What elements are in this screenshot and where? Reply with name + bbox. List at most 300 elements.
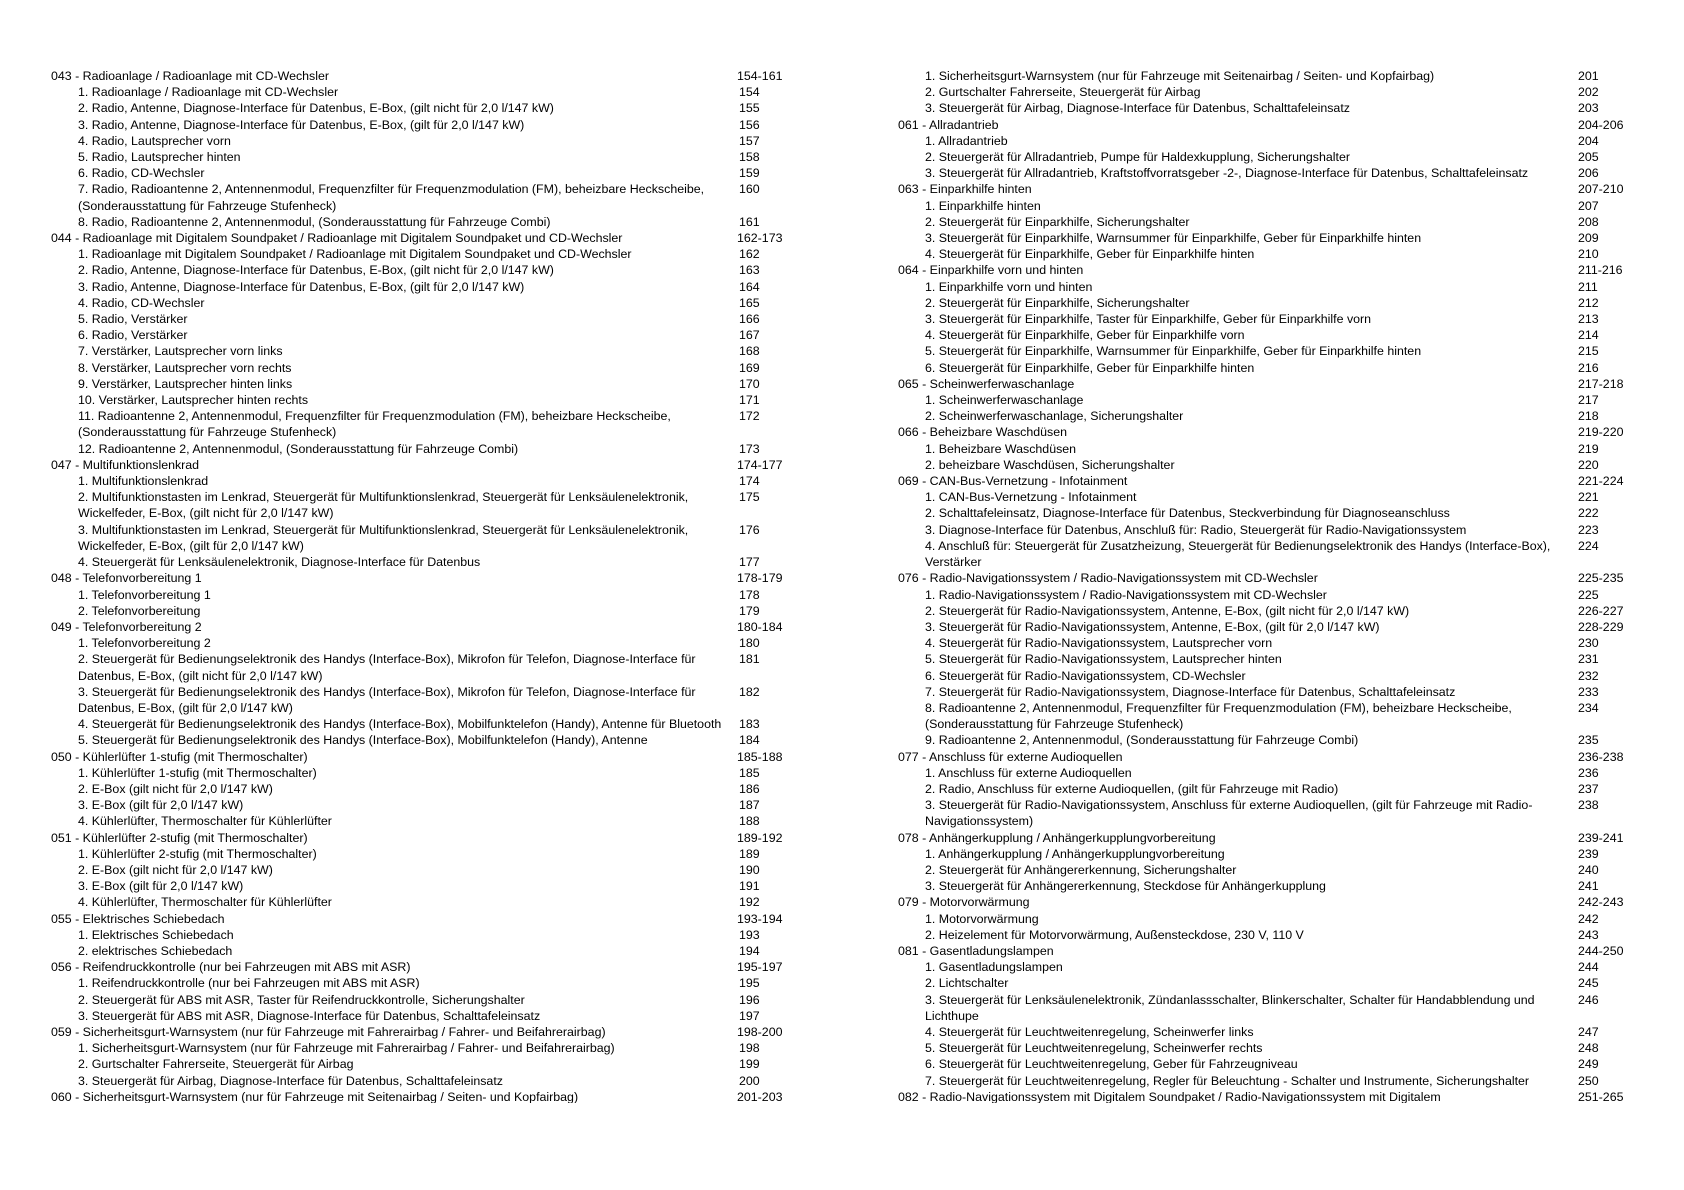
- toc-entry-title: 4. Kühlerlüfter, Thermoschalter für Kühlerlüfter: [78, 895, 332, 910]
- toc-entry-title: 2. Lichtschalter: [925, 976, 1009, 991]
- toc-entry-pages: 200: [739, 1073, 760, 1088]
- toc-subentry: [51, 894, 813, 910]
- toc-entry-title: 1. Einparkhilfe vorn und hinten: [925, 279, 1093, 294]
- toc-entry-title: 9. Verstärker, Lautsprecher hinten links: [78, 376, 293, 391]
- toc-entry-pages: 215: [1578, 344, 1599, 359]
- toc-entry-pages: 204: [1578, 133, 1599, 148]
- toc-entry-title: 082 - Radio-Navigationssystem mit Digitalem Soundpaket / Radio-Navigationssystem mit Digitalem: [898, 1089, 1441, 1103]
- toc-subentry: [898, 878, 1638, 894]
- toc-entry-pages: 221-224: [1578, 474, 1624, 489]
- toc-entry-pages: 181: [739, 652, 760, 667]
- toc-entry-pages: 172: [739, 409, 760, 424]
- toc-entry-pages: 185-188: [737, 749, 783, 764]
- toc-entry-title: 2. beheizbare Waschdüsen, Sicherungshalter: [925, 457, 1175, 472]
- toc-entry-pages: 170: [739, 376, 760, 391]
- toc-entry-title: 2. Gurtschalter Fahrerseite, Steuergerät für Airbag: [925, 85, 1201, 100]
- toc-entry-pages: 222: [1578, 506, 1599, 521]
- toc-entry-title: 5. Steuergerät für Bedienungselektronik des Handys (Interface-Box), Mobilfunktelefon (Handy), Antenne: [78, 733, 648, 748]
- toc-subentry: [898, 651, 1638, 667]
- toc-section-entry: [51, 570, 813, 586]
- toc-entry-title: 2. E-Box (gilt nicht für 2,0 l/147 kW): [78, 862, 273, 877]
- toc-entry-pages: 155: [739, 101, 760, 116]
- toc-entry-title: 1. Anschluss für externe Audioquellen: [925, 765, 1132, 780]
- toc-entry-pages: 198: [739, 1041, 760, 1056]
- toc-entry-title: 3. E-Box (gilt für 2,0 l/147 kW): [78, 798, 244, 813]
- toc-entry-pages: 214: [1578, 328, 1599, 343]
- toc-entry-pages: 218: [1578, 409, 1599, 424]
- toc-subentry: [898, 84, 1638, 100]
- toc-entry-title: 066 - Beheizbare Waschdüsen: [898, 425, 1067, 440]
- toc-subentry: [898, 441, 1638, 457]
- toc-entry-title: 2. Steuergerät für ABS mit ASR, Taster für Reifendruckkontrolle, Sicherungshalter: [78, 992, 525, 1007]
- toc-entry-pages: 234: [1578, 700, 1599, 715]
- toc-subentry: [898, 959, 1638, 975]
- toc-subentry: [51, 1040, 813, 1056]
- toc-entry-pages: 203: [1578, 101, 1599, 116]
- toc-entry-pages: 174-177: [737, 457, 783, 472]
- toc-entry-title: 1. CAN-Bus-Vernetzung - Infotainment: [925, 490, 1137, 505]
- toc-left-column: [51, 68, 813, 1103]
- toc-subentry: [898, 360, 1638, 376]
- toc-subentry: [51, 878, 813, 894]
- toc-subentry: [898, 1040, 1638, 1056]
- toc-subentry: [51, 975, 813, 991]
- toc-entry-pages: 192: [739, 895, 760, 910]
- toc-entry-pages: 176: [739, 522, 760, 537]
- toc-entry-pages: 209: [1578, 231, 1599, 246]
- toc-entry-title: 5. Steuergerät für Radio-Navigationssystem, Lautsprecher hinten: [925, 652, 1282, 667]
- toc-section-entry: [51, 830, 813, 846]
- toc-entry-pages: 232: [1578, 668, 1599, 683]
- toc-entry-pages: 202: [1578, 85, 1599, 100]
- toc-entry-title: 4. Steuergerät für Einparkhilfe, Geber für Einparkhilfe hinten: [925, 247, 1255, 262]
- toc-subentry: [51, 214, 813, 230]
- toc-section-entry: [51, 911, 813, 927]
- toc-entry-title: 3. Steuergerät für Airbag, Diagnose-Interface für Datenbus, Schalttafeleinsatz: [925, 101, 1350, 116]
- toc-subentry: [51, 343, 813, 359]
- toc-entry-title: 1. Radioanlage mit Digitalem Soundpaket / Radioanlage mit Digitalem Soundpaket und CD-Wechsler: [78, 247, 632, 262]
- toc-entry-title: 2. Steuergerät für Allradantrieb, Pumpe für Haldexkupplung, Sicherungshalter: [925, 150, 1350, 165]
- toc-subentry: [898, 198, 1638, 214]
- toc-subentry: [51, 473, 813, 489]
- toc-entry-title: 3. Steuergerät für Allradantrieb, Kraftstoffvorratsgeber -2-, Diagnose-Interface für Datenbus, Schalttafeleinsatz: [925, 166, 1529, 181]
- toc-entry-pages: 157: [739, 133, 760, 148]
- toc-entry-title: 1. Gasentladungslampen: [925, 960, 1063, 975]
- toc-entry-pages: 177: [739, 555, 760, 570]
- toc-subentry: [898, 765, 1638, 781]
- toc-entry-title: 043 - Radioanlage / Radioanlage mit CD-Wechsler: [51, 69, 330, 83]
- toc-subentry: [898, 327, 1638, 343]
- toc-entry-pages: 178-179: [737, 571, 783, 586]
- toc-subentry: [898, 911, 1638, 927]
- toc-entry-title: 5. Radio, Verstärker: [78, 312, 188, 327]
- toc-subentry: [51, 862, 813, 878]
- toc-entry-title: 3. Steuergerät für ABS mit ASR, Diagnose-Interface für Datenbus, Schalttafeleinsatz: [78, 1008, 541, 1023]
- toc-entry-pages: 201: [1578, 69, 1599, 83]
- toc-entry-title: 5. Steuergerät für Leuchtweitenregelung, Scheinwerfer rechts: [925, 1041, 1263, 1056]
- toc-entry-title: 6. Steuergerät für Radio-Navigationssystem, CD-Wechsler: [925, 668, 1246, 683]
- toc-entry-title: 11. Radioantenne 2, Antennenmodul, Frequenzfilter für Frequenzmodulation (FM), beheizbare Heckscheibe, (Sonderausstattung für Fahrzeuge Stufenheck): [78, 409, 671, 440]
- toc-subentry: [51, 732, 813, 748]
- toc-entry-pages: 235: [1578, 733, 1599, 748]
- toc-subentry: [898, 311, 1638, 327]
- toc-entry-title: 7. Radio, Radioantenne 2, Antennenmodul, Frequenzfilter für Frequenzmodulation (FM), beheizbare Heckscheibe, (Sonderausstattung für Fahrzeuge Stufenheck): [78, 182, 705, 213]
- toc-subentry: [898, 1073, 1638, 1089]
- toc-section-entry: [898, 117, 1638, 133]
- toc-subentry: [51, 100, 813, 116]
- toc-subentry: [51, 992, 813, 1008]
- toc-entry-pages: 188: [739, 814, 760, 829]
- toc-subentry: [51, 797, 813, 813]
- toc-entry-title: 6. Steuergerät für Leuchtweitenregelung, Geber für Fahrzeugniveau: [925, 1057, 1298, 1072]
- toc-subentry: [51, 376, 813, 392]
- toc-subentry: [898, 635, 1638, 651]
- toc-subentry: [51, 943, 813, 959]
- toc-entry-pages: 185: [739, 765, 760, 780]
- toc-entry-pages: 199: [739, 1057, 760, 1072]
- toc-section-entry: [51, 230, 813, 246]
- toc-subentry: [898, 538, 1638, 570]
- toc-entry-title: 4. Radio, Lautsprecher vorn: [78, 133, 231, 148]
- toc-subentry: [898, 975, 1638, 991]
- toc-entry-title: 1. Motorvorwärmung: [925, 911, 1039, 926]
- toc-subentry: [51, 392, 813, 408]
- toc-entry-title: 3. Steuergerät für Lenksäulenelektronik, Zündanlassschalter, Blinkerschalter, Schalter für Handabblendung und Lichthupe: [925, 992, 1535, 1023]
- toc-entry-pages: 246: [1578, 992, 1599, 1007]
- toc-entry-pages: 244: [1578, 960, 1599, 975]
- toc-subentry: [51, 651, 813, 683]
- toc-entry-title: 047 - Multifunktionslenkrad: [51, 457, 200, 472]
- toc-entry-pages: 162-173: [737, 231, 783, 246]
- toc-entry-pages: 207: [1578, 198, 1599, 213]
- toc-entry-title: 050 - Kühlerlüfter 1-stufig (mit Thermoschalter): [51, 749, 308, 764]
- toc-entry-pages: 242: [1578, 911, 1599, 926]
- toc-entry-title: 1. Radio-Navigationssystem / Radio-Navigationssystem mit CD-Wechsler: [925, 587, 1327, 602]
- toc-entry-pages: 178: [739, 587, 760, 602]
- toc-entry-pages: 166: [739, 312, 760, 327]
- toc-subentry: [51, 262, 813, 278]
- toc-entry-title: 4. Radio, CD-Wechsler: [78, 295, 205, 310]
- toc-entry-title: 6. Steuergerät für Einparkhilfe, Geber für Einparkhilfe hinten: [925, 360, 1255, 375]
- toc-entry-pages: 212: [1578, 295, 1599, 310]
- toc-entry-title: 3. Multifunktionstasten im Lenkrad, Steuergerät für Multifunktionslenkrad, Steuergerät für Lenksäulenelektronik, Wickelfeder, E-Box, (gilt für 2,0 l/147 kW): [78, 522, 689, 553]
- toc-subentry: [898, 797, 1638, 829]
- toc-entry-title: 1. Radioanlage / Radioanlage mit CD-Wechsler: [78, 85, 339, 100]
- toc-entry-title: 2. Radio, Antenne, Diagnose-Interface für Datenbus, E-Box, (gilt nicht für 2,0 l/147 kW): [78, 101, 554, 116]
- toc-subentry: [898, 732, 1638, 748]
- toc-entry-pages: 239: [1578, 846, 1599, 861]
- toc-subentry: [898, 246, 1638, 262]
- toc-subentry: [51, 1008, 813, 1024]
- toc-entry-title: 8. Radio, Radioantenne 2, Antennenmodul, (Sonderausstattung für Fahrzeuge Combi): [78, 214, 551, 229]
- toc-entry-pages: 193: [739, 927, 760, 942]
- toc-entry-pages: 226-227: [1578, 603, 1624, 618]
- toc-entry-pages: 198-200: [737, 1024, 783, 1039]
- toc-entry-pages: 201-203: [737, 1089, 783, 1103]
- toc-entry-title: 2. Radio, Antenne, Diagnose-Interface für Datenbus, E-Box, (gilt nicht für 2,0 l/147 kW): [78, 263, 554, 278]
- toc-entry-title: 1. Allradantrieb: [925, 133, 1008, 148]
- toc-entry-pages: 208: [1578, 214, 1599, 229]
- toc-entry-pages: 161: [739, 214, 760, 229]
- toc-subentry: [898, 522, 1638, 538]
- toc-section-entry: [51, 1089, 813, 1103]
- toc-entry-title: 3. Steuergerät für Anhängererkennung, Steckdose für Anhängerkupplung: [925, 879, 1326, 894]
- toc-entry-title: 4. Steuergerät für Bedienungselektronik des Handys (Interface-Box), Mobilfunktelefon (Handy), Antenne für Bluetooth: [78, 717, 722, 732]
- toc-entry-pages: 239-241: [1578, 830, 1624, 845]
- toc-entry-pages: 195-197: [737, 960, 783, 975]
- toc-subentry: [51, 603, 813, 619]
- toc-entry-pages: 206: [1578, 166, 1599, 181]
- toc-entry-pages: 182: [739, 684, 760, 699]
- toc-entry-pages: 173: [739, 441, 760, 456]
- toc-subentry: [51, 165, 813, 181]
- toc-subentry: [898, 619, 1638, 635]
- toc-entry-title: 1. Kühlerlüfter 1-stufig (mit Thermoschalter): [78, 765, 317, 780]
- toc-entry-title: 061 - Allradantrieb: [898, 117, 999, 132]
- toc-entry-title: 1. Scheinwerferwaschanlage: [925, 393, 1084, 408]
- toc-entry-title: 3. Steuergerät für Einparkhilfe, Taster für Einparkhilfe, Geber für Einparkhilfe vorn: [925, 312, 1372, 327]
- toc-subentry: [898, 214, 1638, 230]
- toc-entry-pages: 238: [1578, 798, 1599, 813]
- toc-entry-pages: 187: [739, 798, 760, 813]
- toc-entry-title: 2. elektrisches Schiebedach: [78, 943, 233, 958]
- toc-entry-pages: 168: [739, 344, 760, 359]
- toc-entry-title: 1. Sicherheitsgurt-Warnsystem (nur für Fahrzeuge mit Fahrerairbag / Fahrer- und Beifahrerairbag): [78, 1041, 615, 1056]
- toc-entry-pages: 241: [1578, 879, 1599, 894]
- toc-section-entry: [898, 894, 1638, 910]
- toc-entry-pages: 249: [1578, 1057, 1599, 1072]
- toc-entry-pages: 204-206: [1578, 117, 1624, 132]
- toc-subentry: [51, 295, 813, 311]
- toc-entry-title: 3. E-Box (gilt für 2,0 l/147 kW): [78, 879, 244, 894]
- toc-entry-title: 044 - Radioanlage mit Digitalem Soundpaket / Radioanlage mit Digitalem Soundpaket und CD-Wechsler: [51, 231, 623, 246]
- toc-entry-pages: 225: [1578, 587, 1599, 602]
- toc-entry-title: 6. Radio, Verstärker: [78, 328, 188, 343]
- toc-entry-pages: 160: [739, 182, 760, 197]
- toc-subentry: [898, 1056, 1638, 1072]
- toc-entry-pages: 175: [739, 490, 760, 505]
- toc-entry-pages: 247: [1578, 1024, 1599, 1039]
- toc-subentry: [51, 279, 813, 295]
- toc-subentry: [898, 700, 1638, 732]
- toc-subentry: [898, 781, 1638, 797]
- toc-entry-pages: 219: [1578, 441, 1599, 456]
- toc-entry-pages: 165: [739, 295, 760, 310]
- toc-entry-title: 055 - Elektrisches Schiebedach: [51, 911, 225, 926]
- toc-entry-pages: 154: [739, 85, 760, 100]
- toc-entry-title: 8. Verstärker, Lautsprecher vorn rechts: [78, 360, 292, 375]
- toc-entry-title: 3. Steuergerät für Einparkhilfe, Warnsummer für Einparkhilfe, Geber für Einparkhilfe hinten: [925, 231, 1422, 246]
- toc-entry-pages: 251-265: [1578, 1089, 1624, 1103]
- toc-entry-title: 2. Scheinwerferwaschanlage, Sicherungshalter: [925, 409, 1184, 424]
- toc-entry-pages: 154-161: [737, 69, 783, 83]
- toc-entry-title: 3. Steuergerät für Radio-Navigationssystem, Anschluss für externe Audioquellen, (gilt für Fahrzeuge mit Radio-Navigationssystem): [925, 798, 1533, 829]
- toc-entry-title: 077 - Anschluss für externe Audioquellen: [898, 749, 1123, 764]
- toc-subentry: [51, 1073, 813, 1089]
- toc-entry-pages: 250: [1578, 1073, 1599, 1088]
- toc-subentry: [51, 246, 813, 262]
- toc-entry-title: 2. E-Box (gilt nicht für 2,0 l/147 kW): [78, 781, 273, 796]
- toc-section-entry: [898, 181, 1638, 197]
- toc-entry-pages: 221: [1578, 490, 1599, 505]
- toc-section-entry: [898, 1089, 1638, 1103]
- toc-entry-pages: 174: [739, 474, 760, 489]
- toc-section-entry: [898, 262, 1638, 278]
- toc-entry-pages: 164: [739, 279, 760, 294]
- toc-section-entry: [898, 830, 1638, 846]
- toc-entry-pages: 217: [1578, 393, 1599, 408]
- toc-entry-title: 8. Radioantenne 2, Antennenmodul, Frequenzfilter für Frequenzmodulation (FM), beheizbare Heckscheibe, (Sonderausstattung für Fahrzeuge Stufenheck): [925, 700, 1512, 732]
- toc-entry-pages: 217-218: [1578, 376, 1624, 391]
- toc-entry-title: 2. Steuergerät für Radio-Navigationssystem, Antenne, E-Box, (gilt nicht für 2,0 l/147 kW): [925, 603, 1410, 618]
- toc-subentry: [51, 684, 813, 716]
- toc-entry-pages: 159: [739, 166, 760, 181]
- toc-subentry: [51, 927, 813, 943]
- toc-entry-pages: 213: [1578, 312, 1599, 327]
- toc-entry-pages: 197: [739, 1008, 760, 1023]
- toc-entry-title: 081 - Gasentladungslampen: [898, 943, 1054, 958]
- toc-subentry: [898, 392, 1638, 408]
- toc-subentry: [898, 505, 1638, 521]
- toc-subentry: [898, 846, 1638, 862]
- toc-entry-title: 4. Kühlerlüfter, Thermoschalter für Kühlerlüfter: [78, 814, 332, 829]
- toc-entry-title: 2. Multifunktionstasten im Lenkrad, Steuergerät für Multifunktionslenkrad, Steuergerät für Lenksäulenelektronik, Wickelfeder, E-Box, (gilt nicht für 2,0 l/147 kW): [78, 490, 689, 521]
- toc-entry-title: 1. Reifendruckkontrolle (nur bei Fahrzeugen mit ABS mit ASR): [78, 976, 420, 991]
- toc-entry-pages: 230: [1578, 636, 1599, 651]
- toc-subentry: [898, 684, 1638, 700]
- toc-entry-title: 3. Steuergerät für Radio-Navigationssystem, Antenne, E-Box, (gilt für 2,0 l/147 kW): [925, 619, 1380, 634]
- toc-subentry: [898, 295, 1638, 311]
- toc-section-entry: [51, 749, 813, 765]
- toc-entry-title: 9. Radioantenne 2, Antennenmodul, (Sonderausstattung für Fahrzeuge Combi): [925, 733, 1359, 748]
- toc-subentry: [51, 360, 813, 376]
- toc-entry-title: 1. Anhängerkupplung / Anhängerkupplungvorbereitung: [925, 846, 1225, 861]
- toc-entry-pages: 223: [1578, 522, 1599, 537]
- toc-entry-title: 5. Radio, Lautsprecher hinten: [78, 150, 241, 165]
- toc-subentry: [51, 149, 813, 165]
- toc-section-entry: [898, 570, 1638, 586]
- toc-entry-pages: 195: [739, 976, 760, 991]
- toc-subentry: [51, 716, 813, 732]
- toc-subentry: [898, 1024, 1638, 1040]
- toc-entry-title: 5. Steuergerät für Einparkhilfe, Warnsummer für Einparkhilfe, Geber für Einparkhilfe hinten: [925, 344, 1422, 359]
- toc-entry-pages: 240: [1578, 862, 1599, 877]
- toc-subentry: [898, 457, 1638, 473]
- toc-entry-pages: 183: [739, 717, 760, 732]
- toc-section-entry: [51, 457, 813, 473]
- toc-entry-pages: 167: [739, 328, 760, 343]
- toc-subentry: [898, 343, 1638, 359]
- toc-entry-title: 059 - Sicherheitsgurt-Warnsystem (nur für Fahrzeuge mit Fahrerairbag / Fahrer- und Beifahrerairbag): [51, 1024, 606, 1039]
- toc-entry-pages: 228-229: [1578, 619, 1624, 634]
- toc-section-entry: [51, 68, 813, 84]
- toc-entry-title: 048 - Telefonvorbereitung 1: [51, 571, 202, 586]
- toc-entry-title: 3. Steuergerät für Airbag, Diagnose-Interface für Datenbus, Schalttafeleinsatz: [78, 1073, 503, 1088]
- toc-entry-pages: 243: [1578, 927, 1599, 942]
- toc-subentry: [898, 668, 1638, 684]
- toc-entry-title: 1. Einparkhilfe hinten: [925, 198, 1041, 213]
- toc-entry-title: 1. Kühlerlüfter 2-stufig (mit Thermoschalter): [78, 846, 317, 861]
- toc-entry-pages: 224: [1578, 538, 1599, 553]
- toc-entry-pages: 190: [739, 862, 760, 877]
- toc-entry-pages: 207-210: [1578, 182, 1624, 197]
- toc-subentry: [51, 1056, 813, 1072]
- toc-entry-pages: 231: [1578, 652, 1599, 667]
- toc-entry-title: 1. Sicherheitsgurt-Warnsystem (nur für Fahrzeuge mit Seitenairbag / Seiten- und Kopfairbag): [925, 69, 1435, 83]
- toc-subentry: [51, 522, 813, 554]
- toc-entry-pages: 236: [1578, 765, 1599, 780]
- toc-subentry: [51, 117, 813, 133]
- toc-entry-title: 056 - Reifendruckkontrolle (nur bei Fahrzeugen mit ABS mit ASR): [51, 960, 411, 975]
- toc-entry-pages: 189: [739, 846, 760, 861]
- toc-subentry: [898, 68, 1638, 84]
- toc-entry-pages: 196: [739, 992, 760, 1007]
- toc-subentry: [51, 441, 813, 457]
- toc-entry-pages: 210: [1578, 247, 1599, 262]
- toc-entry-title: 069 - CAN-Bus-Vernetzung - Infotainment: [898, 474, 1128, 489]
- toc-subentry: [51, 781, 813, 797]
- toc-entry-title: 2. Steuergerät für Einparkhilfe, Sicherungshalter: [925, 214, 1190, 229]
- toc-entry-title: 060 - Sicherheitsgurt-Warnsystem (nur für Fahrzeuge mit Seitenairbag / Seiten- und Kopfairbag): [51, 1089, 579, 1103]
- toc-entry-pages: 220: [1578, 457, 1599, 472]
- toc-entry-pages: 186: [739, 781, 760, 796]
- toc-subentry: [898, 100, 1638, 116]
- toc-entry-title: 3. Steuergerät für Bedienungselektronik des Handys (Interface-Box), Mikrofon für Telefon, Diagnose-Interface für Datenbus, E-Box, (gilt für 2,0 l/147 kW): [78, 684, 696, 715]
- toc-entry-pages: 156: [739, 117, 760, 132]
- toc-right-column: [898, 68, 1638, 1103]
- toc-entry-pages: 211: [1578, 279, 1598, 294]
- toc-entry-pages: 179: [739, 603, 760, 618]
- toc-entry-title: 4. Steuergerät für Leuchtweitenregelung, Scheinwerfer links: [925, 1024, 1254, 1039]
- toc-subentry: [898, 862, 1638, 878]
- toc-entry-pages: 211-216: [1578, 263, 1623, 278]
- toc-entry-title: 2. Radio, Anschluss für externe Audioquellen, (gilt für Fahrzeuge mit Radio): [925, 781, 1339, 796]
- toc-subentry: [898, 165, 1638, 181]
- toc-entry-title: 063 - Einparkhilfe hinten: [898, 182, 1032, 197]
- toc-entry-title: 064 - Einparkhilfe vorn und hinten: [898, 263, 1084, 278]
- toc-entry-title: 7. Steuergerät für Radio-Navigationssystem, Diagnose-Interface für Datenbus, Schalttafeleinsatz: [925, 684, 1456, 699]
- toc-entry-title: 4. Steuergerät für Lenksäulenelektronik, Diagnose-Interface für Datenbus: [78, 555, 481, 570]
- toc-subentry: [51, 327, 813, 343]
- toc-subentry: [898, 279, 1638, 295]
- toc-entry-pages: 219-220: [1578, 425, 1624, 440]
- toc-entry-pages: 189-192: [737, 830, 783, 845]
- toc-entry-pages: 248: [1578, 1041, 1599, 1056]
- toc-subentry: [51, 813, 813, 829]
- toc-entry-title: 1. Telefonvorbereitung 2: [78, 636, 211, 651]
- toc-entry-title: 079 - Motorvorwärmung: [898, 895, 1030, 910]
- toc-subentry: [51, 635, 813, 651]
- toc-subentry: [898, 408, 1638, 424]
- toc-entry-pages: 180: [739, 636, 760, 651]
- toc-subentry: [51, 133, 813, 149]
- toc-entry-title: 7. Verstärker, Lautsprecher vorn links: [78, 344, 283, 359]
- toc-entry-pages: 158: [739, 150, 760, 165]
- toc-subentry: [51, 587, 813, 603]
- toc-entry-pages: 163: [739, 263, 760, 278]
- toc-entry-pages: 171: [739, 393, 760, 408]
- toc-entry-pages: 236-238: [1578, 749, 1624, 764]
- toc-entry-title: 10. Verstärker, Lautsprecher hinten rechts: [78, 393, 309, 408]
- toc-entry-title: 065 - Scheinwerferwaschanlage: [898, 376, 1075, 391]
- toc-entry-title: 2. Steuergerät für Einparkhilfe, Sicherungshalter: [925, 295, 1190, 310]
- toc-entry-title: 12. Radioantenne 2, Antennenmodul, (Sonderausstattung für Fahrzeuge Combi): [78, 441, 519, 456]
- toc-entry-title: 2. Gurtschalter Fahrerseite, Steuergerät für Airbag: [78, 1057, 354, 1072]
- toc-subentry: [898, 603, 1638, 619]
- toc-entry-pages: 162: [739, 247, 760, 262]
- toc-subentry: [51, 489, 813, 521]
- toc-entry-title: 4. Steuergerät für Radio-Navigationssystem, Lautsprecher vorn: [925, 636, 1273, 651]
